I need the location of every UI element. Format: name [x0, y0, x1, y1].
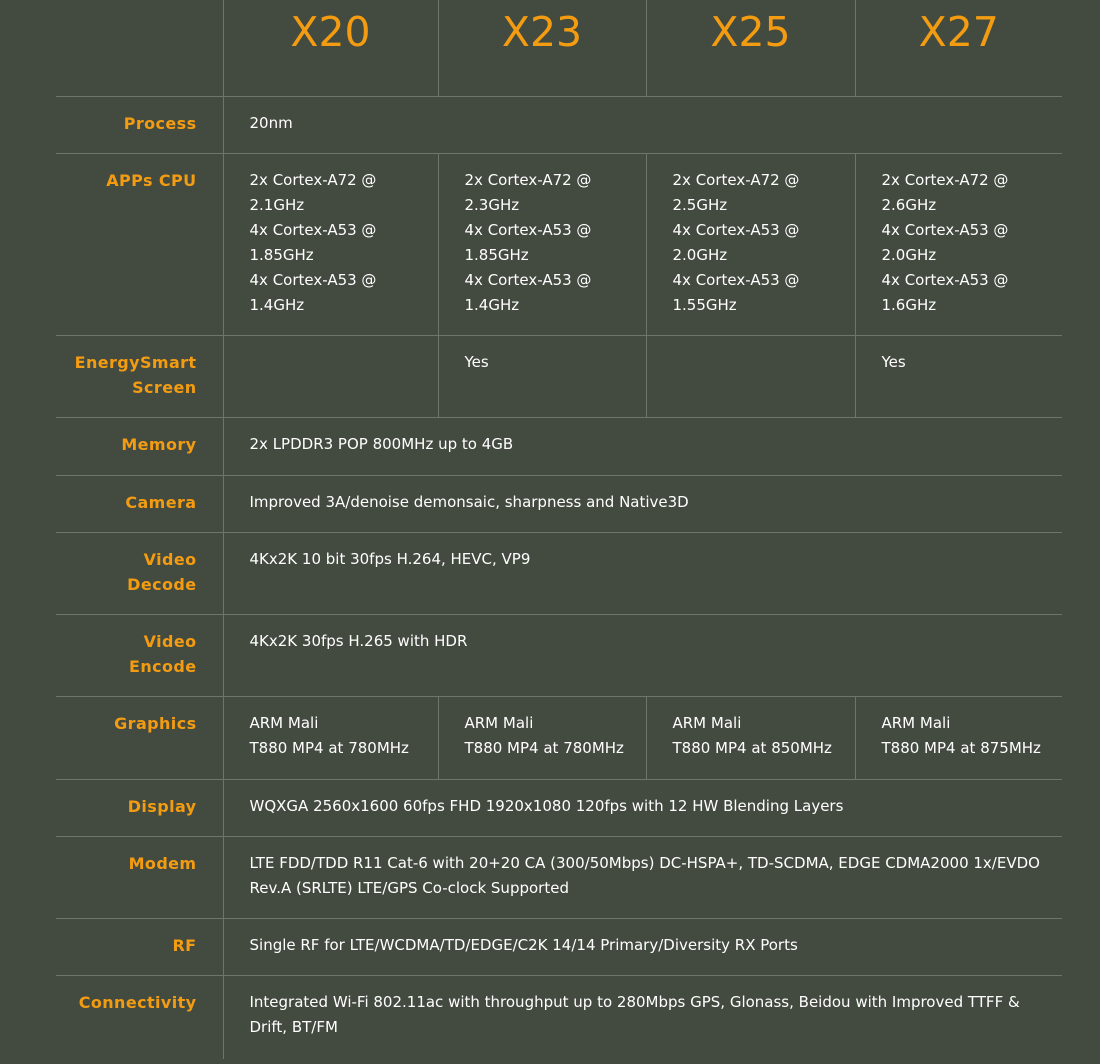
row-label-video-decode: Video Decode: [56, 532, 223, 614]
graphics-x25: ARM Mali T880 MP4 at 850MHz: [646, 697, 855, 779]
spec-row-graphics: [56, 697, 1062, 779]
row-value-process: 20nm: [223, 96, 1062, 153]
graphics-x27: ARM Mali T880 MP4 at 875MHz: [855, 697, 1062, 779]
spec-row-video-encode: [56, 615, 1062, 697]
row-value-connectivity: Integrated Wi-Fi 802.11ac with throughput up to 280Mbps GPS, Glonass, Beidou with Improved TTFF & Drift, BT/FM: [223, 976, 1062, 1059]
spec-row-rf: [56, 919, 1062, 976]
spec-row-energysmart: [56, 336, 1062, 418]
spec-row-process: [56, 96, 1062, 153]
graphics-x23: ARM Mali T880 MP4 at 780MHz: [438, 697, 646, 779]
apps-cpu-x23: 2x Cortex-A72 @ 2.3GHz 4x Cortex-A53 @ 1.85GHz 4x Cortex-A53 @ 1.4GHz: [438, 153, 646, 336]
spec-row-display: [56, 779, 1062, 836]
row-label-rf: RF: [56, 919, 223, 976]
apps-cpu-x25: 2x Cortex-A72 @ 2.5GHz 4x Cortex-A53 @ 2.0GHz 4x Cortex-A53 @ 1.55GHz: [646, 153, 855, 336]
row-value-memory: 2x LPDDR3 POP 800MHz up to 4GB: [223, 418, 1062, 475]
row-label-process: Process: [56, 96, 223, 153]
spec-row-apps-cpu: [56, 153, 1062, 336]
row-label-display: Display: [56, 779, 223, 836]
row-value-video-decode: 4Kx2K 10 bit 30fps H.264, HEVC, VP9: [223, 532, 1062, 614]
chip-name-x27: X27: [855, 0, 1062, 96]
spec-row-memory: [56, 418, 1062, 475]
energysmart-x20: [223, 336, 438, 418]
spec-row-modem: [56, 836, 1062, 918]
row-label-graphics: Graphics: [56, 697, 223, 779]
chip-name-x20: X20: [223, 0, 438, 96]
apps-cpu-x20: 2x Cortex-A72 @ 2.1GHz 4x Cortex-A53 @ 1.85GHz 4x Cortex-A53 @ 1.4GHz: [223, 153, 438, 336]
energysmart-x25: [646, 336, 855, 418]
row-value-display: WQXGA 2560x1600 60fps FHD 1920x1080 120fps with 12 HW Blending Layers: [223, 779, 1062, 836]
spec-row-camera: [56, 475, 1062, 532]
chip-name-x25: X25: [646, 0, 855, 96]
row-label-video-encode: Video Encode: [56, 615, 223, 697]
row-label-apps-cpu: APPs CPU: [56, 153, 223, 336]
row-label-memory: Memory: [56, 418, 223, 475]
spec-row-connectivity: [56, 976, 1062, 1059]
row-label-energysmart: EnergySmart Screen: [56, 336, 223, 418]
row-label-modem: Modem: [56, 836, 223, 918]
row-value-modem: LTE FDD/TDD R11 Cat-6 with 20+20 CA (300/50Mbps) DC-HSPA+, TD-SCDMA, EDGE CDMA2000 1x/EVDO Rev.A (SRLTE) LTE/GPS Co-clock Supported: [223, 836, 1062, 918]
row-value-camera: Improved 3A/denoise demonsaic, sharpness and Native3D: [223, 475, 1062, 532]
row-label-connectivity: Connectivity: [56, 976, 223, 1059]
chip-header-row: [56, 0, 1062, 96]
chip-name-x23: X23: [438, 0, 646, 96]
energysmart-x27: Yes: [855, 336, 1062, 418]
row-value-video-encode: 4Kx2K 30fps H.265 with HDR: [223, 615, 1062, 697]
spec-comparison-table: [56, 0, 1062, 1059]
row-value-rf: Single RF for LTE/WCDMA/TD/EDGE/C2K 14/14 Primary/Diversity RX Ports: [223, 919, 1062, 976]
spec-row-video-decode: [56, 532, 1062, 614]
energysmart-x23: Yes: [438, 336, 646, 418]
row-label-camera: Camera: [56, 475, 223, 532]
header-corner: [56, 0, 223, 96]
graphics-x20: ARM Mali T880 MP4 at 780MHz: [223, 697, 438, 779]
apps-cpu-x27: 2x Cortex-A72 @ 2.6GHz 4x Cortex-A53 @ 2.0GHz 4x Cortex-A53 @ 1.6GHz: [855, 153, 1062, 336]
